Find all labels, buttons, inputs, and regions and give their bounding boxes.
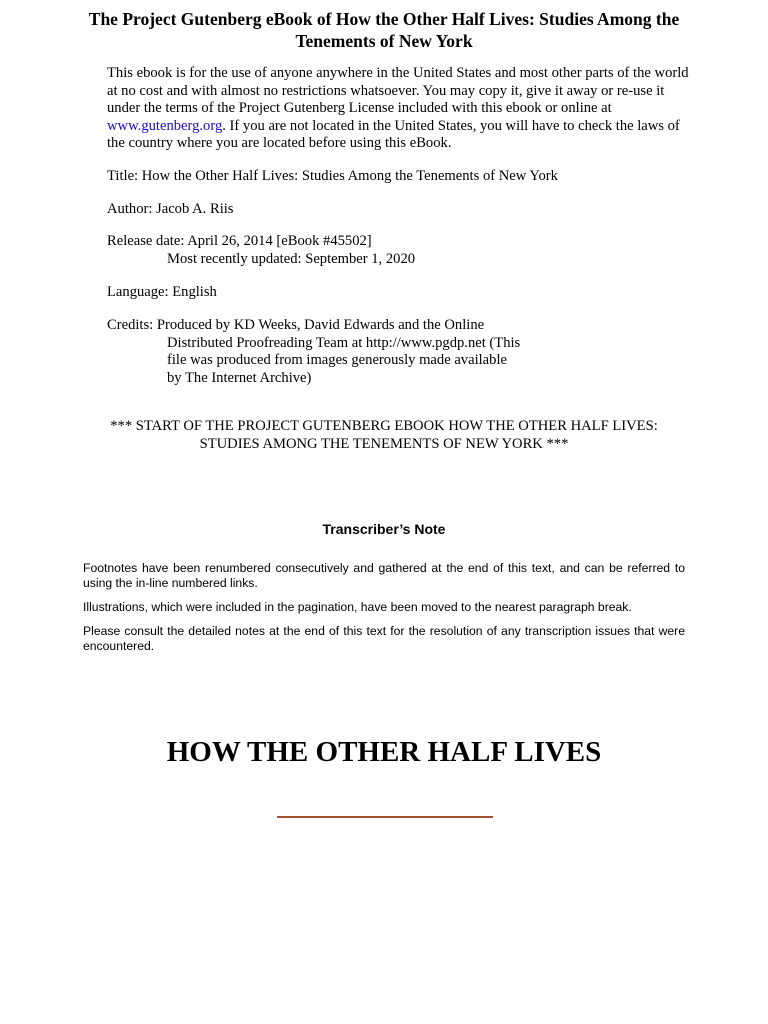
ebook-title: The Project Gutenberg eBook of How the Other Half Lives: Studies Among the Tenements of New York [88, 9, 680, 51]
meta-title: Title: How the Other Half Lives: Studies Among the Tenements of New York [107, 168, 558, 184]
intro-text-before-link: This ebook is for the use of anyone anywhere in the United States and most other parts of the world at no cost and with almost no restrictions whatsoever. You may copy it, give it away or re-use it under the terms of the Project Gutenberg License included with this ebook or online at [107, 65, 689, 117]
credits-line-1: Credits: Produced by KD Weeks, David Edwards and the Online [107, 317, 485, 333]
meta-credits [107, 317, 691, 387]
transcriber-note-heading: Transcriber’s Note [322, 521, 446, 537]
book-title: HOW THE OTHER HALF LIVES [166, 736, 602, 768]
credits-line-4: by The Internet Archive) [167, 369, 312, 386]
meta-release-date [107, 233, 691, 268]
start-marker [70, 418, 698, 453]
start-marker-line-1: *** START OF THE PROJECT GUTENBERG EBOOK HOW THE OTHER HALF LIVES: [110, 418, 658, 434]
updated-date-line: Most recently updated: September 1, 2020 [167, 250, 416, 267]
decorative-rule [277, 816, 493, 818]
transcriber-note-illustrations: Illustrations, which were included in the pagination, have been moved to the nearest paragraph break. [83, 600, 632, 614]
credits-line-3: file was produced from images generously made available [167, 352, 507, 369]
gutenberg-link[interactable]: www.gutenberg.org [107, 117, 223, 134]
license-intro [107, 65, 691, 153]
release-date-line: Release date: April 26, 2014 [eBook #45502] [107, 233, 372, 249]
meta-author: Author: Jacob A. Riis [107, 201, 234, 217]
credits-line-2: Distributed Proofreading Team at http://www.pgdp.net (This [167, 334, 521, 351]
transcriber-note-footnotes: Footnotes have been renumbered consecutively and gathered at the end of this text, and can be referred to using the in-line numbered links. [83, 561, 685, 590]
transcriber-note-consult: Please consult the detailed notes at the end of this text for the resolution of any transcription issues that were encountered. [83, 624, 685, 653]
intro-text-after-link: . If you are not located in the United States, you will have to check the laws of the country where you are located before using this eBook. [107, 117, 680, 152]
meta-language: Language: English [107, 284, 217, 300]
start-marker-line-2: STUDIES AMONG THE TENEMENTS OF NEW YORK *** [199, 435, 569, 452]
